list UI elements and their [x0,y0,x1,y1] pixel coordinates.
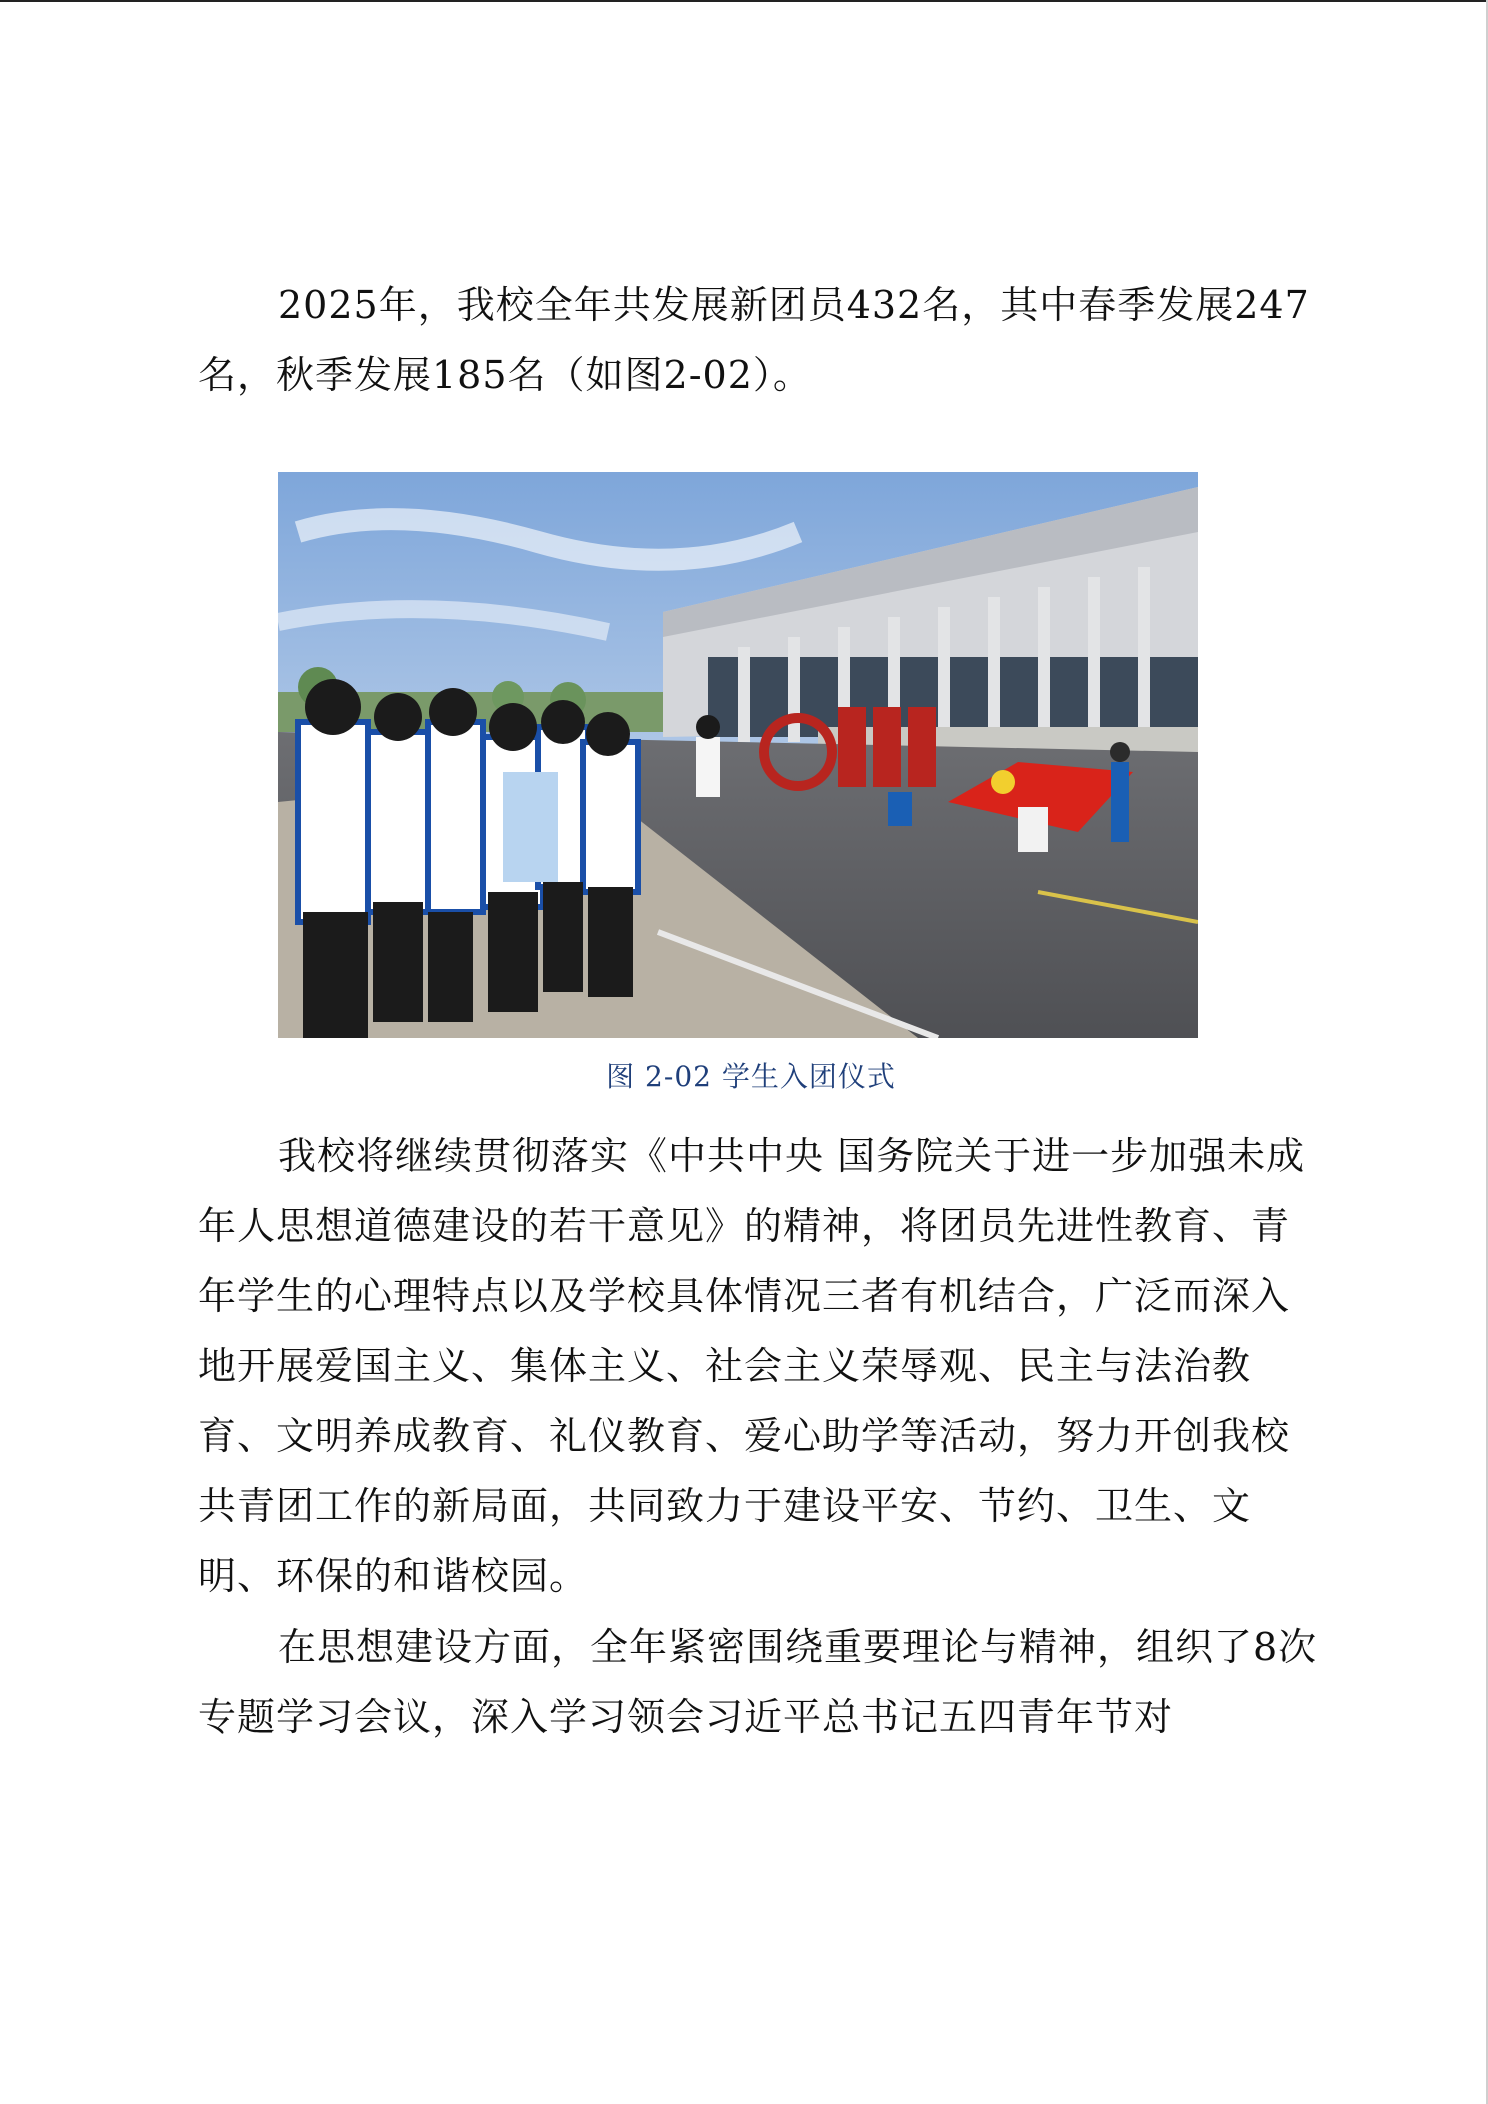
paragraph-membership-stats: 2025年，我校全年共发展新团员432名，其中春季发展247名，秋季发展185名（如图2-02）。 [198,283,1310,397]
figure-caption: 图 2-02 学生入团仪式 [606,1060,896,1093]
ceremony-photo [278,472,1198,1038]
page-top-border [0,0,1488,2]
paragraph-ideological-building: 在思想建设方面，全年紧密围绕重要理论与精神，组织了8次专题学习会议，深入学习领会习近平总书记五四青年节对 [198,1625,1318,1739]
paragraph-education-plan: 我校将继续贯彻落实《中共中央 国务院关于进一步加强未成年人思想道德建设的若干意见》的精神，将团员先进性教育、青年学生的心理特点以及学校具体情况三者有机结合，广泛而深入地开展爱国主义、集体主义、社会主义荣辱观、民主与法治教育、文明养成教育、礼仪教育、爱心助学等活动，努力开创我校共青团工作的新局面，共同致力于建设平安、节约、卫生、文明、环保的和谐校园。 [198,1134,1306,1598]
